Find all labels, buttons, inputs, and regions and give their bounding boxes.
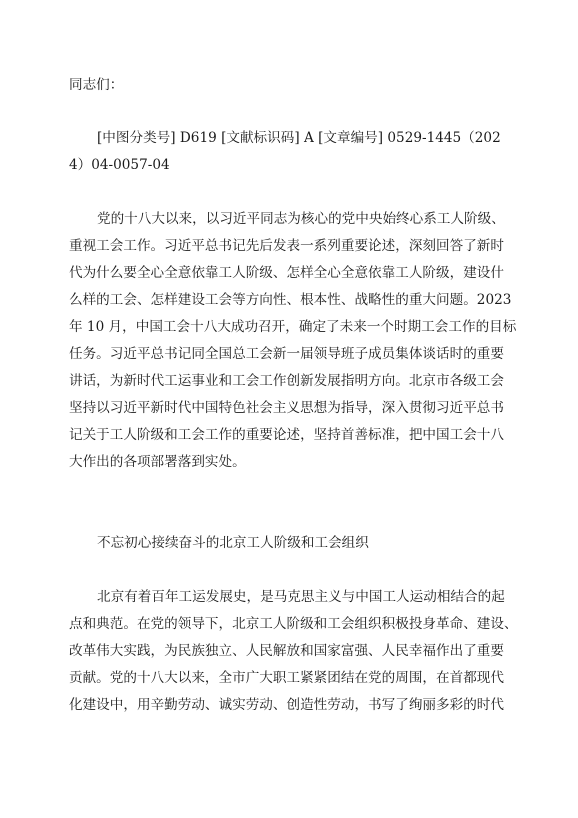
paragraph-line: 重视工会工作。习近平总书记先后发表一系列重要论述，深刻回答了新时 bbox=[69, 238, 504, 254]
paragraph-line: 任务。习近平总书记同全国总工会新一届领导班子成员集体谈话时的重要 bbox=[69, 346, 504, 362]
paragraph-line: 大作出的各项部署落到实处。 bbox=[69, 454, 246, 470]
paragraph-line: 党的十八大以来，以习近平同志为核心的党中央始终心系工人阶级、 bbox=[97, 211, 505, 227]
salutation: 同志们： bbox=[69, 77, 124, 93]
section-heading: 不忘初心接续奋斗的北京工人阶级和工会组织 bbox=[97, 535, 369, 551]
paragraph-line: 贡献。党的十八大以来，全市广大职工紧紧团结在党的周围，在首都现代 bbox=[69, 670, 504, 686]
classification-line-1: [中图分类号] D619 [文献标识码] A [文章编号] 0529-1445（202 bbox=[97, 130, 501, 146]
classification-line-2: 4）04-0057-04 bbox=[69, 157, 170, 173]
paragraph-line: 代为什么要全心全意依靠工人阶级、怎样全心全意依靠工人阶级，建设什 bbox=[69, 265, 504, 281]
paragraph-line: 北京有着百年工运发展史，是马克思主义与中国工人运动相结合的起 bbox=[97, 589, 505, 605]
paragraph-line: 么样的工会、怎样建设工会等方向性、根本性、战略性的重大问题。2023 bbox=[69, 292, 512, 308]
paragraph-line: 记关于工人阶级和工会工作的重要论述，坚持首善标准，把中国工会十八 bbox=[69, 427, 504, 443]
paragraph-line: 坚持以习近平新时代中国特色社会主义思想为指导，深入贯彻习近平总书 bbox=[69, 400, 504, 416]
paragraph-line: 化建设中，用辛勤劳动、诚实劳动、创造性劳动，书写了绚丽多彩的时代 bbox=[69, 697, 504, 713]
paragraph-line: 讲话，为新时代工运事业和工会工作创新发展指明方向。北京市各级工会 bbox=[69, 373, 504, 389]
paragraph-line: 年 10 月，中国工会十八大成功召开，确定了未来一个时期工会工作的目标 bbox=[69, 319, 517, 335]
paragraph-line: 点和典范。在党的领导下，北京工人阶级和工会组织积极投身革命、建设、 bbox=[69, 616, 518, 632]
paragraph-line: 改革伟大实践，为民族独立、人民解放和国家富强、人民幸福作出了重要 bbox=[69, 643, 504, 659]
